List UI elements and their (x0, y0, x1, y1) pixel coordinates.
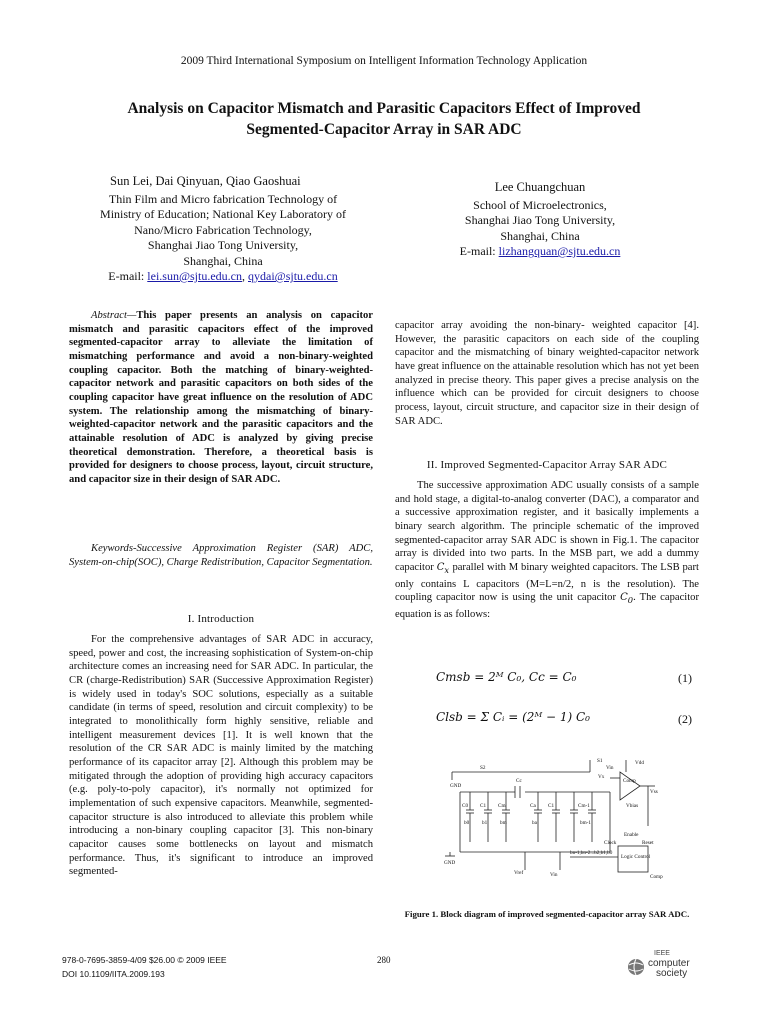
author-block-left (88, 174, 358, 285)
footer-isbn: 978-0-7695-3859-4/09 $26.00 © 2009 IEEE (62, 955, 227, 965)
abstract-text: This paper presents an analysis on capacitor mismatch and parasitic capacitors effect of the improved segmented-capacitor array to alleviate the limitation of mismatching performance and avoid a non-binary-weighted coupling capacitor. Both the matching of binary-weighted-capacitor network and parasitic capacitors on both sides of the coupling capacitor have great influence on the resolution of ADC system. The relationship among the mismatching of binary-weighted-capacitor network and the parasitic capacitors and the attainable resolution of ADC is analyzed by giving precise theoretical demonstration. Therefore, a theoretical basis is provided for designers to choose process, layout, circuit structure, and capacitor size in their design of SAR ADC. (69, 310, 373, 485)
label-ca: Ca (530, 803, 536, 809)
affiliation-line: Thin Film and Micro fabrication Technology of (108, 191, 338, 206)
paper-title (60, 98, 708, 140)
computer-society-globe-icon (626, 957, 646, 977)
label-enable: Enable (624, 832, 639, 838)
equation-1: Cmsb = 2ᴹ C₀, Cc = C₀ (436, 670, 577, 684)
equation-2: Clsb = Σ Cᵢ = (2ᴹ − 1) C₀ (436, 710, 590, 724)
continuation-paragraph: capacitor array avoiding the non-binary- weighted capacitor [4]. However, the parasitic capacitors on each side of the coupling capacitor and the mismatching of binary weighted-capacitor network have great influence on the attainable resolution which has not yet been analyzed in precise theory. This paper gives a precise analysis on the influence which can be provided for circuit designers to choose process, layout, circuit structure, and capacitor size in their design of SAR ADC. (395, 320, 699, 427)
keywords: Keywords-Successive Approximation Register (SAR) ADC, System-on-chip(SOC), Charge Redistribution, Capacitor Segmentation. (69, 543, 373, 568)
page-number: 280 (377, 955, 391, 965)
email-link[interactable]: qydai@sjtu.edu.cn (248, 269, 338, 283)
ieee-computer-society-logo (626, 950, 706, 980)
society-name-2: society (656, 968, 688, 979)
section-heading-introduction: I. Introduction (187, 613, 255, 625)
ieee-label: IEEE (654, 950, 670, 957)
label-cm1: Cm-1 (578, 803, 590, 809)
affiliation-line: Shanghai, China (500, 228, 580, 243)
label-b0: b0 (464, 820, 470, 826)
label-vss: Vss (650, 789, 658, 795)
title-line-2: Segmented-Capacitor Array in SAR ADC (246, 121, 522, 138)
label-c1b: C1 (548, 803, 555, 809)
label-comp2: Comp (650, 874, 663, 880)
section2-paragraph-end: . The capacitor equation is as follows: (395, 592, 699, 620)
section-heading-improved-array: II. Improved Segmented-Capacitor Array SAR ADC (426, 459, 668, 471)
email-label: E-mail: (459, 244, 496, 258)
label-b1: b1 (482, 820, 488, 826)
label-cc: Cc (516, 778, 522, 784)
email-line-left: E-mail: lei.sun@sjtu.edu.cn, qydai@sjtu.edu.cn (108, 269, 338, 283)
label-vin: Vin (606, 765, 614, 771)
label-reset: Reset (642, 840, 654, 846)
affiliation-line: School of Microelectronics, (473, 197, 607, 212)
author-block-right (440, 180, 640, 260)
label-clock: Clock (604, 840, 617, 846)
affiliation-line: Ministry of Education; National Key Laboratory of (100, 207, 346, 221)
label-bm: bm (500, 820, 507, 826)
email-link[interactable]: lizhangquan@sjtu.edu.cn (498, 244, 621, 258)
label-logic: Logic Control (621, 854, 651, 860)
affiliation-line: Shanghai Jiao Tong University, (464, 213, 616, 227)
email-label: E-mail: (108, 269, 145, 283)
label-s2: S2 (480, 765, 486, 771)
label-vref: Vref (514, 870, 524, 876)
email-line-right (440, 244, 640, 260)
abstract-label: Abstract— (91, 310, 137, 321)
label-s1: S1 (597, 758, 603, 764)
author-names-right: Lee Chuangchuan (494, 180, 586, 194)
email-link[interactable]: lei.sun@sjtu.edu.cn (147, 269, 242, 283)
equation-2-number: (2) (678, 712, 692, 726)
label-gnd: GND (450, 783, 462, 789)
label-c0: C0 (462, 803, 469, 809)
title-line-1: Analysis on Capacitor Mismatch and Parasitic Capacitors Effect of Improved (127, 100, 641, 117)
introduction-text (69, 633, 373, 879)
introduction-paragraph: For the comprehensive advantages of SAR ADC in accuracy, speed, power and cost, the increasing sophistication of System-on-chip architecture comes an increasing need for SAR ADC. In particular, the CR (charge-Redistribution) SAR (Successive Approximation Register) is widely used in today's SOC solutions, especially as a suitable candidate (in terms of speed, resolution and circuit complexity) to be integrated to monolithically form highly sensitive, reliable and intelligent measurement devices [1]. It is well known that the resolution of the CR SAR ADC is mainly limited by the matching performance of its capacitor array [2]. Although this problem may be mitigated through the adoption of providing high accuracy capacitors (e.g. poly-to-poly capacitor), it's normally not optimized for implementation of such expensive capacitors. Meanwhile, segmented-capacitor structure is also introduced to alleviate this problem while introducing a non-binary coupling capacitor [3]. This non-binary capacitor causes some bottlenecks on layout and mismatch performance. Thus, it's significant to introduce an improved segmented- (69, 634, 373, 878)
label-vin-bottom: Vin (550, 872, 558, 878)
society-name-1: computer (648, 958, 690, 969)
figure-1-caption: Figure 1. Block diagram of improved segmented-capacitor array SAR ADC. (404, 909, 690, 919)
right-column-continuation (395, 319, 699, 428)
section2-paragraph: The successive approximation ADC usually consists of a sample and hold stage, a digital-to-analog converter (DAC), a comparator and a successive approximation register, and it basically implements a binary search algorithm. The principle schematic of the improved segmented-capacitor array SAR ADC is shown in Fig.1. The capacitor array is divided into two parts. In the MSB part, we add a dummy capacitor (395, 480, 699, 573)
section2-paragraph-cont: parallel with M binary weighted capacitors. The LSB part only contains L capacitors (M=L=n/2, n is the resolution). The coupling capacitor now is using the unit capacitor (395, 561, 699, 604)
label-gnd-bottom: GND (444, 860, 456, 866)
figure-1-diagram (440, 752, 680, 882)
conference-header: 2009 Third International Symposium on Intelligent Information Technology Application (180, 55, 588, 67)
label-vbias: Vbias (626, 803, 639, 809)
label-bus: bn-1,bn-2...b2,b1,b0 (570, 850, 613, 856)
label-vx: Vx (598, 774, 605, 780)
label-cm: Cm (498, 803, 506, 809)
equation-1-number: (1) (678, 671, 692, 685)
label-comp: Comp (623, 778, 636, 784)
abstract (69, 309, 373, 487)
affiliation-line: Nano/Micro Fabrication Technology, (134, 222, 312, 237)
footer-doi: DOI 10.1109/IITA.2009.193 (62, 969, 165, 979)
author-names-left: Sun Lei, Dai Qinyuan, Qiao Gaoshuai (110, 174, 301, 188)
affiliation-line: Shanghai, China (183, 253, 263, 268)
label-ba: ba (532, 820, 537, 826)
label-vdd: Vdd (635, 760, 644, 766)
label-bm1: bm-1 (580, 820, 591, 826)
label-c1: C1 (480, 803, 487, 809)
section2-text: The successive approximation ADC usually consists of a sample and hold stage, a digital-to-analog converter (DAC), a comparator and a successive approximation register, and it basically implements a binary search algorithm. The principle schematic of the improved segmented-capacitor array SAR ADC is shown in Fig.1. The capacitor array is divided into two parts. In the MSB part, we add a dummy capacitor $C_x$ parallel with M binary weighted capacitors. The LSB part only contains L capacitors (M=L=n/2, n is the resolution). The coupling capacitor now is using the unit capacitor $C_0$. The capacitor equation is as follows: (395, 480, 699, 620)
affiliation-line: Shanghai Jiao Tong University, (147, 238, 299, 252)
